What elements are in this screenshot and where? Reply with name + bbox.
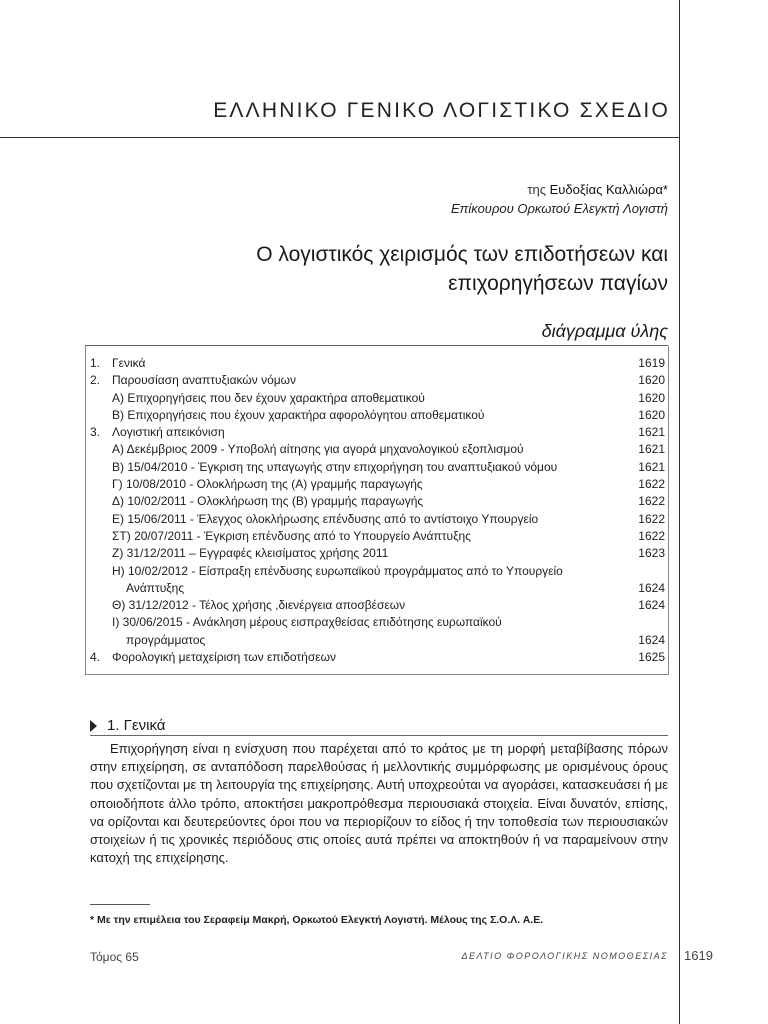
toc-number bbox=[90, 511, 112, 528]
toc-entry-text: Φορολογική μεταχείριση των επιδοτήσεων bbox=[112, 650, 336, 665]
toc-row[interactable] bbox=[90, 528, 665, 545]
toc-page-number: 1621 bbox=[638, 425, 665, 440]
author-line bbox=[300, 180, 668, 200]
toc-entry-continuation: προγράμματος bbox=[126, 632, 206, 647]
article-title-line: Ο λογιστικός χειρισμός των επιδοτήσεων και bbox=[256, 243, 668, 266]
toc-page-number: 1622 bbox=[638, 494, 665, 509]
toc-number bbox=[90, 563, 112, 598]
table-of-contents bbox=[90, 355, 665, 666]
toc-page-number: 1622 bbox=[638, 477, 665, 492]
author-prefix: της bbox=[527, 182, 546, 197]
toc-entry-continuation: Ανάπτυξης bbox=[126, 580, 185, 595]
toc-number bbox=[90, 545, 112, 562]
article-title-line: επιχορηγήσεων παγίων bbox=[448, 272, 668, 295]
toc-page-number: 1621 bbox=[638, 442, 665, 457]
toc-entry-text: Ε) 15/06/2011 - Έλεγχος ολοκλήρωσης επένδυσης από το αντίστοιχο Υπουργείο bbox=[112, 511, 539, 526]
toc-number bbox=[90, 614, 112, 649]
toc-number bbox=[90, 597, 112, 614]
section-heading bbox=[90, 717, 165, 734]
toc-row[interactable] bbox=[90, 476, 665, 493]
toc-entry bbox=[112, 563, 625, 598]
toc-page-number: 1624 bbox=[638, 598, 665, 613]
toc-entry-text: Α) Επιχορηγήσεις που δεν έχουν χαρακτήρα αποθεματικού bbox=[112, 390, 425, 405]
article-title bbox=[120, 240, 668, 298]
toc-page-number: 1625 bbox=[638, 650, 665, 665]
toc-page-number: 1624 bbox=[638, 580, 665, 595]
toc-row[interactable] bbox=[90, 563, 665, 598]
toc-heading: διάγραμμα ύλης bbox=[541, 321, 668, 341]
toc-page-number: 1619 bbox=[638, 356, 665, 370]
toc-row[interactable] bbox=[90, 424, 665, 441]
toc-entry-text: Δ) 10/02/2011 - Ολοκλήρωση της (Β) γραμμής παραγωγής bbox=[112, 494, 424, 509]
toc-entry-text: Λογιστική απεικόνιση bbox=[112, 425, 225, 440]
toc-page-number: 1621 bbox=[638, 459, 665, 474]
page-number: 1619 bbox=[684, 948, 713, 963]
toc-page-number: 1620 bbox=[638, 407, 665, 422]
toc-row[interactable] bbox=[90, 355, 665, 372]
toc-page-number: 1620 bbox=[638, 373, 665, 388]
toc-entry-text: Γενικά bbox=[112, 356, 146, 370]
toc-page-number: 1622 bbox=[638, 511, 665, 526]
toc-entry-text: ΣΤ) 20/07/2011 - Έγκριση επένδυσης από το Υπουργείο Ανάπτυξης bbox=[112, 528, 471, 543]
section-title: ΕΛΛΗΝΙΚΟ ΓΕΝΙΚΟ ΛΟΓΙΣΤΙΚΟ ΣΧΕΔΙΟ bbox=[213, 99, 670, 122]
section-heading-rule bbox=[90, 735, 668, 736]
triangle-bullet-icon bbox=[90, 720, 97, 732]
toc-row[interactable] bbox=[90, 614, 665, 649]
toc-page-number: 1622 bbox=[638, 528, 665, 543]
author-role: Επίκουρου Ορκωτού Ελεγκτή Λογιστή bbox=[450, 201, 668, 216]
toc-number: 2. bbox=[90, 373, 101, 388]
volume-label: Τόμος 65 bbox=[90, 950, 139, 964]
toc-row[interactable] bbox=[90, 545, 665, 562]
toc-entry-text: Β) Επιχορηγήσεις που έχουν χαρακτήρα αφορολόγητου αποθεματικού bbox=[112, 407, 485, 422]
toc-page-number: 1623 bbox=[638, 546, 665, 561]
author-name: Ευδοξίας Καλλιώρα* bbox=[549, 182, 668, 197]
body-paragraph: Επιχορήγηση είναι η ενίσχυση που παρέχεται από το κράτος με τη μορφή μεταβίβασης πόρων στην επιχείρηση, σε ανταπόδοση παρελθούσας ή μελλοντικής συμμόρφωσης με ορισμένους όρους που σχετίζονται με τη λειτουργία της επιχείρησης. Αυτή υποχρεούται να αγοράσει, κατασκευάσει ή με οποιοδήποτε άλλο τρόπο, αποκτήσει μακροπρόθεσμα περιουσιακά στοιχεία. Είναι δυνατόν, επίσης, να ορίζονται και δευτερεύοντες όροι που να περιορίζουν το είδος ή την τοποθεσία των περιουσιακών στοιχείων ή τις χρονικές περιόδους στις οποίες αυτά πρέπει να αποκτηθούν ή να παραμείνουν στην κατοχή της επιχείρησης. bbox=[90, 741, 668, 866]
toc-entry-text: Β) 15/04/2010 - Έγκριση της υπαγωγής στην επιχορήγηση του αναπτυξιακού νόμου bbox=[112, 459, 558, 474]
toc-number bbox=[90, 493, 112, 510]
toc-number bbox=[90, 390, 112, 407]
toc-row[interactable] bbox=[90, 441, 665, 458]
section-heading-label: 1. Γενικά bbox=[107, 717, 166, 734]
toc-number bbox=[90, 528, 112, 545]
toc-entry-text: Η) 10/02/2012 - Είσπραξη επένδυσης ευρωπαϊκού προγράμματος από το Υπουργείο bbox=[112, 563, 563, 578]
toc-entry-text: Θ) 31/12/2012 - Τέλος χρήσης ,διενέργεια αποσβέσεων bbox=[112, 598, 406, 613]
footnote: * Με την επιμέλεια του Σεραφείμ Μακρή, Ορκωτού Ελεγκτή Λογιστή. Μέλους της Σ.Ο.Λ. Α.Ε. bbox=[90, 914, 544, 926]
footnote-rule bbox=[90, 904, 150, 905]
toc-number: 3. bbox=[90, 425, 101, 440]
vertical-margin-rule bbox=[679, 0, 680, 1024]
toc-entry-text: Ι) 30/06/2015 - Ανάκληση μέρους εισπραχθείσας επιδότησης ευρωπαϊκού bbox=[112, 615, 502, 630]
toc-entry bbox=[112, 614, 625, 649]
toc-row[interactable] bbox=[90, 459, 665, 476]
toc-entry-text: Γ) 10/08/2010 - Ολοκλήρωση της (Α) γραμμής παραγωγής bbox=[112, 477, 423, 492]
toc-row[interactable] bbox=[90, 390, 665, 407]
toc-number bbox=[90, 459, 112, 476]
toc-row[interactable] bbox=[90, 649, 665, 666]
toc-number: 4. bbox=[90, 650, 101, 665]
toc-page-number: 1624 bbox=[638, 632, 665, 647]
header-rule bbox=[0, 137, 680, 138]
toc-number bbox=[90, 441, 112, 458]
toc-number: 1. bbox=[90, 356, 101, 370]
toc-entry-text: Παρουσίαση αναπτυξιακών νόμων bbox=[112, 373, 297, 388]
toc-row[interactable] bbox=[90, 372, 665, 389]
toc-page-number: 1620 bbox=[638, 390, 665, 405]
toc-number bbox=[90, 476, 112, 493]
toc-entry-text: Α) Δεκέμβριος 2009 - Υποβολή αίτησης για αγορά μηχανολογικού εξοπλισμού bbox=[112, 442, 524, 457]
toc-row[interactable] bbox=[90, 597, 665, 614]
toc-row[interactable] bbox=[90, 493, 665, 510]
toc-row[interactable] bbox=[90, 511, 665, 528]
toc-row[interactable] bbox=[90, 407, 665, 424]
toc-number bbox=[90, 407, 112, 424]
journal-name: ΔΕΛΤΙΟ ΦΟΡΟΛΟΓΙΚΗΣ ΝΟΜΟΘΕΣΙΑΣ bbox=[461, 951, 668, 961]
toc-entry-text: Ζ) 31/12/2011 – Εγγραφές κλεισίματος χρήσης 2011 bbox=[112, 546, 389, 561]
